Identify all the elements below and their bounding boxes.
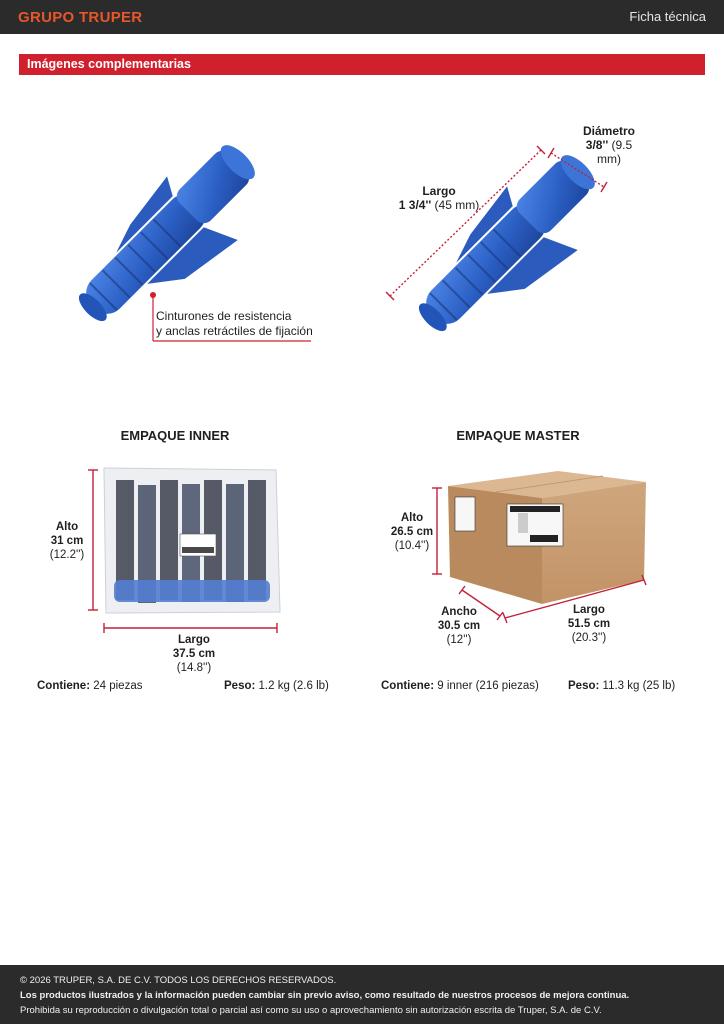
inner-contains-value: 24 piezas <box>93 680 143 692</box>
master-length-annotation <box>560 603 618 645</box>
master-pack-box-image <box>448 471 646 604</box>
length-metric: (45 mm) <box>434 198 480 212</box>
master-width-in: (12'') <box>446 634 472 646</box>
master-contains <box>381 680 539 692</box>
master-width-label: Ancho <box>441 606 477 618</box>
document-type: Ficha técnica <box>629 9 706 24</box>
callout-text <box>156 309 313 339</box>
master-height-in: (10.4'') <box>394 540 430 552</box>
master-length-in: (20.3'') <box>571 632 607 644</box>
inner-length-annotation <box>164 633 224 675</box>
inner-length-in: (14.8'') <box>176 662 212 674</box>
footer <box>0 965 724 1024</box>
master-height-annotation <box>388 511 436 553</box>
master-width-cm: 30.5 cm <box>437 620 481 632</box>
inner-length-cm: 37.5 cm <box>172 648 216 660</box>
master-length-cm: 51.5 cm <box>567 618 611 630</box>
inner-length-dimension-line <box>104 623 277 633</box>
master-contains-label: Contiene: <box>381 680 435 692</box>
inner-weight-label: Peso: <box>224 680 256 692</box>
footer-notice: Los productos ilustrados y la información pueden cambiar sin previo aviso, como resultado de nuestros procesos de mejora continua. <box>20 990 630 1001</box>
master-width-annotation <box>432 605 486 647</box>
inner-height-annotation <box>44 520 90 562</box>
inner-height-cm: 31 cm <box>50 535 84 547</box>
inner-height-label: Alto <box>55 521 79 533</box>
length-label: Largo <box>422 184 456 198</box>
master-weight-label: Peso: <box>568 680 600 692</box>
inner-weight <box>224 680 329 692</box>
master-length-label: Largo <box>573 604 605 616</box>
diameter-label: Diámetro <box>582 124 635 138</box>
master-contains-value: 9 inner (216 piezas) <box>437 680 539 692</box>
master-weight <box>568 680 675 692</box>
diameter-annotation <box>574 124 644 166</box>
master-height-cm: 26.5 cm <box>390 526 434 538</box>
master-pack-title: EMPAQUE MASTER <box>456 428 580 443</box>
brand-logo[interactable]: GRUPO TRUPER <box>18 9 143 26</box>
wall-plug-image-right <box>399 137 624 362</box>
inner-weight-value: 1.2 kg (2.6 lb) <box>258 680 329 692</box>
callout-line-1: Cinturones de resistencia <box>156 309 292 323</box>
inner-contains-label: Contiene: <box>37 680 91 692</box>
diameter-metric: (9.5 mm) <box>597 138 633 166</box>
inner-contains <box>37 680 142 692</box>
inner-length-label: Largo <box>178 634 210 646</box>
footer-copyright: © 2026 TRUPER, S.A. DE C.V. TODOS LOS DERECHOS RESERVADOS. <box>20 975 337 986</box>
footer-legal: Prohibida su reproducción o divulgación total o parcial así como su uso o aprovechamiento sin autorización escrita de Truper, S.A. de C.V. <box>20 1005 602 1016</box>
section-title: Imágenes complementarias <box>27 57 191 71</box>
length-value: 1 3/4'' <box>398 198 432 212</box>
inner-pack-bag-image <box>104 468 280 613</box>
length-annotation <box>394 184 484 212</box>
diameter-value: 3/8'' <box>585 138 609 152</box>
inner-height-in: (12.2'') <box>49 549 85 561</box>
inner-pack-title: EMPAQUE INNER <box>120 428 230 443</box>
master-weight-value: 11.3 kg (25 lb) <box>602 680 676 692</box>
callout-line-2: y anclas retráctiles de fijación <box>156 324 313 338</box>
master-height-label: Alto <box>400 512 424 524</box>
